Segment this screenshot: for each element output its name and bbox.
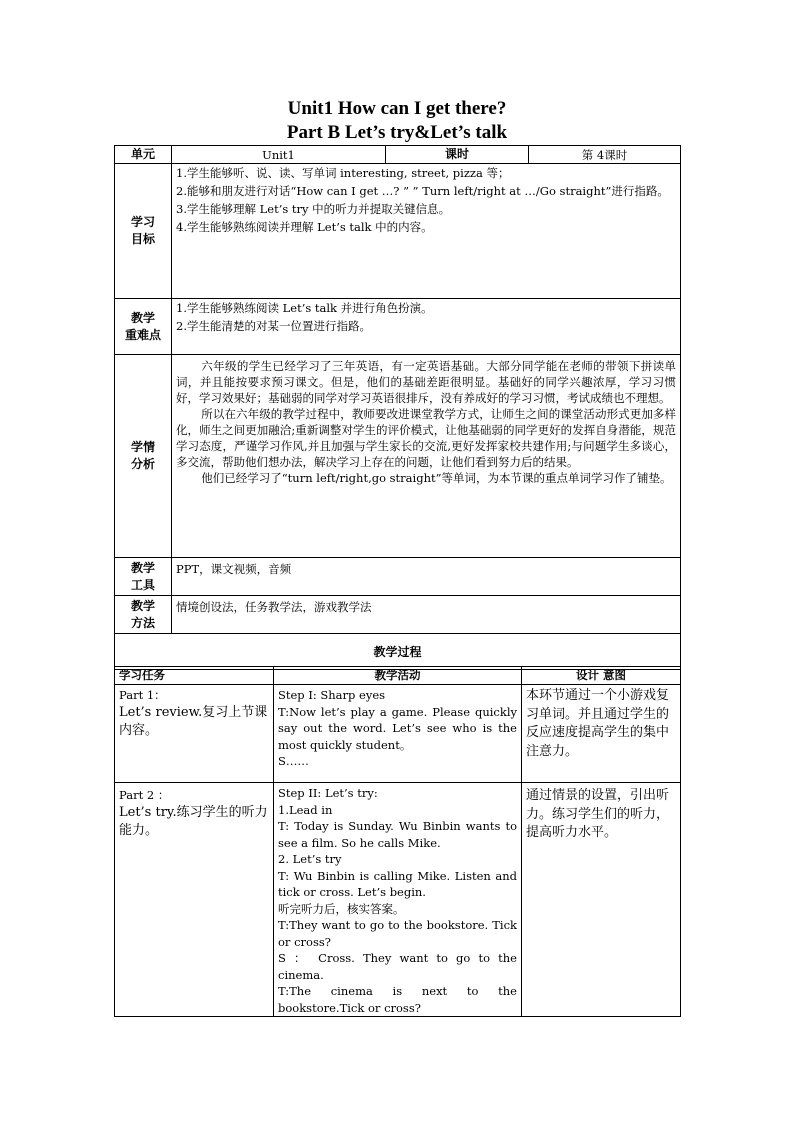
analysis-content bbox=[172, 355, 681, 558]
activity-cell: Step II: Let’s try: 1.Lead in T: Today is Sunday. Wu Binbin wants to see a film. So he calls Mike. 2. Let’s try T: Wu Binbin is calling Mike. Listen and tick or cross. Let’s begin. 听完听力后，核实答案。 T:They want to go to the bookstore. Tick or cross? S ： Cross. They want to go to the cinema. T:The cinema is next to the bookstore.Tick or cross? bbox=[274, 783, 522, 1017]
analysis-label: 学情 分析 bbox=[115, 355, 172, 558]
lesson-info-table bbox=[114, 145, 681, 670]
unit-value: Unit1 bbox=[172, 146, 386, 164]
tools-value: PPT，课文视频，音频 bbox=[172, 558, 681, 596]
key-points-label: 教学 重难点 bbox=[115, 299, 172, 355]
task-cell: Part 1： Let’s review.复习上节课内容。 bbox=[115, 685, 274, 783]
objectives-content bbox=[172, 164, 681, 299]
unit-row bbox=[115, 146, 681, 164]
task-cell: Part 2 ： Let’s try.练习学生的听力能力。 bbox=[115, 783, 274, 1017]
intent-cell: 本环节通过一个小游戏复习单词。并且通过学生的反应速度提高学生的集中注意力。 bbox=[522, 685, 681, 783]
doc-title-line2: Part B Let’s try&Let’s talk bbox=[286, 122, 508, 143]
methods-label: 教学 方法 bbox=[115, 596, 172, 634]
objectives-label: 学习 目标 bbox=[115, 164, 172, 299]
objective-item: 3.学生能够理解 Let’s try 中的听力并提取关键信息。 bbox=[176, 202, 451, 216]
col-task-header: 学习任务 bbox=[115, 667, 274, 685]
process-row-2 bbox=[115, 783, 681, 1017]
key-point-item: 2.学生能清楚的对某一位置进行指路。 bbox=[176, 319, 371, 333]
process-title: 教学过程 bbox=[115, 634, 681, 670]
intent-cell: 通过情景的设置，引出听力。练习学生们的听力，提高听力水平。 bbox=[522, 783, 681, 1017]
activity-cell: Step I: Sharp eyes T:Now let’s play a game. Please quickly say out the word. Let’s see who is the most quickly student。 S…… bbox=[274, 685, 522, 783]
key-points-content bbox=[172, 299, 681, 355]
analysis-paragraph: 所以在六年级的教学过程中，教师要改进课堂教学方式，让师生之间的课堂活动形式更加多样化，师生之间更加融洽;重新调整对学生的评价模式，让他基础弱的同学更好的发挥自身潜能，规范学习态度，严谨学习作风,并且加强与学生家长的交流,更好发挥家校共建作用;与问题学生多谈心，多交流，帮助他们想办法，解决学习上存在的问题，让他们看到努力后的结果。 bbox=[176, 407, 676, 469]
tools-label: 教学 工具 bbox=[115, 558, 172, 596]
objectives-row bbox=[115, 164, 681, 299]
objective-item: 4.学生能够熟练阅读并理解 Let’s talk 中的内容。 bbox=[176, 220, 433, 234]
process-table bbox=[114, 666, 681, 1017]
objective-item: 1.学生能够听、说、读、写单词 interesting, street, pizza 等； bbox=[176, 166, 510, 180]
period-label: 课时 bbox=[386, 146, 529, 164]
methods-value: 情境创设法，任务教学法，游戏教学法 bbox=[172, 596, 681, 634]
col-intent-header: 设计 意图 bbox=[522, 667, 681, 685]
process-row-1 bbox=[115, 685, 681, 783]
process-header-row bbox=[115, 667, 681, 685]
analysis-row bbox=[115, 355, 681, 558]
analysis-paragraph: 六年级的学生已经学习了三年英语，有一定英语基础。大部分同学能在老师的带领下拼读单词，并且能按要求预习课文。但是，他们的基础差距很明显。基础好的同学兴趣浓厚，学习习惯好，学习效果好；基础弱的同学对学习英语很排斥，没有养成好的学习习惯，考试成绩也不理想。 bbox=[176, 359, 676, 405]
process-title-row bbox=[115, 634, 681, 670]
doc-title-line1: Unit1 How can I get there? bbox=[287, 98, 507, 119]
objective-item: 2.能够和朋友进行对话“How can I get …? ” ” Turn left/right at …/Go straight”进行指路。 bbox=[176, 184, 669, 198]
key-points-row bbox=[115, 299, 681, 355]
unit-label: 单元 bbox=[115, 146, 172, 164]
key-point-item: 1.学生能够熟练阅读 Let’s talk 并进行角色扮演。 bbox=[176, 301, 433, 315]
tools-row bbox=[115, 558, 681, 596]
methods-row bbox=[115, 596, 681, 634]
col-activity-header: 教学活动 bbox=[274, 667, 522, 685]
analysis-paragraph: 他们已经学习了“turn left/right,go straight”等单词，为本节课的重点单词学习作了铺垫。 bbox=[201, 471, 672, 485]
period-value: 第 4课时 bbox=[529, 146, 681, 164]
